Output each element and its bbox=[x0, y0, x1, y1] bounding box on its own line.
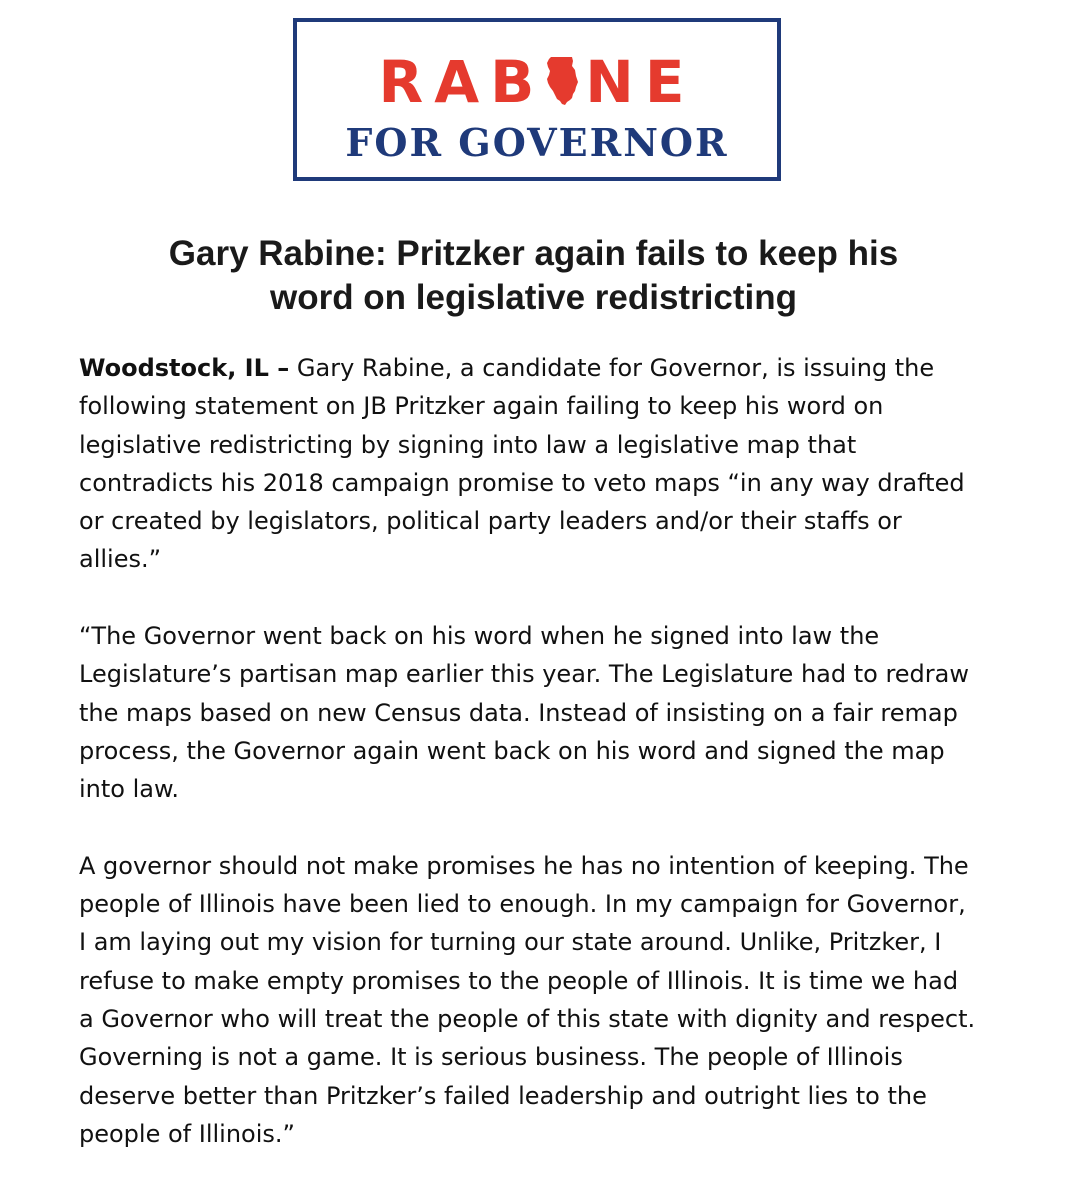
quote-paragraph-2: A governor should not make promises he has no intention of keeping. The people of Illinois have been lied to enough. In my campaign for Governor, I am laying out my vision for turning our state around. Unlike, Pritzker, I refuse to make empty promises to the people of Illinois. It is time we had a Governor who will treat the people of this state with dignity and respect. Governing is not a game. It is serious business. The people of Illinois deserve better than Pritzker’s failed leadership and outright lies to the people of Illinois.” bbox=[79, 851, 976, 1148]
logo-name-part-1: RAB bbox=[378, 48, 546, 116]
headline-line-2: word on legislative redistricting bbox=[269, 278, 798, 317]
intro-text: Gary Rabine, a candidate for Governor, is issuing the following statement on JB Pritzker again failing to keep his word on legislative redistricting by signing into law a legislative map that contradicts his 2018 campaign promise to veto maps “in any way drafted or created by legislators, political party leaders and/or their staffs or allies.” bbox=[79, 354, 965, 574]
dateline: Woodstock, IL – bbox=[79, 354, 290, 382]
logo-candidate-name bbox=[297, 50, 777, 118]
intro-paragraph bbox=[79, 349, 979, 579]
logo-name-part-2: NE bbox=[585, 48, 696, 116]
campaign-logo bbox=[293, 18, 781, 181]
headline-line-1: Gary Rabine: Pritzker again fails to keep his bbox=[168, 234, 899, 273]
quote-paragraph-1: “The Governor went back on his word when he signed into law the Legislature’s partisan map earlier this year. The Legislature had to redraw the maps based on new Census data. Instead of insisting on a fair remap process, the Governor again went back on his word and signed the map into law. bbox=[79, 622, 969, 804]
logo-subtitle: FOR GOVERNOR bbox=[345, 120, 729, 165]
illinois-state-icon bbox=[545, 54, 579, 118]
press-release-body bbox=[79, 349, 979, 1192]
press-release-headline bbox=[60, 232, 1007, 320]
